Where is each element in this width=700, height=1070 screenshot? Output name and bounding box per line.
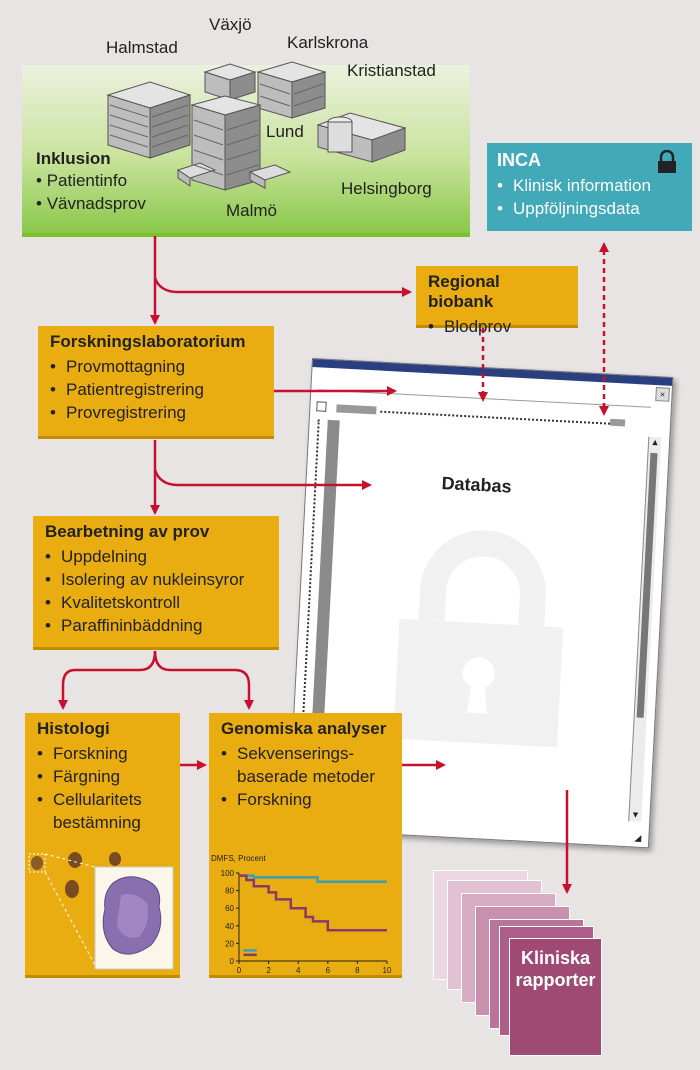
- chart-y-tick-label: 40: [225, 921, 234, 931]
- chart-x-tick-label: 10: [382, 966, 392, 975]
- city-helsingborg: Helsingborg: [341, 179, 432, 198]
- chart-x-tick-label: 4: [295, 966, 301, 975]
- city-vaxjo: Växjö: [209, 15, 252, 34]
- city-karlskrona: Karlskrona: [287, 33, 369, 52]
- inca-item: • Uppföljningsdata: [497, 197, 682, 220]
- processing-item: • Uppdelning: [45, 545, 267, 568]
- genomics-item: • Sekvenserings-baserade metoder: [221, 742, 397, 788]
- biobank-title: Regional biobank: [428, 272, 500, 311]
- processing-item: • Kvalitetskontroll: [45, 591, 267, 614]
- chart-y-tick-label: 100: [220, 869, 234, 878]
- inclusion-title: Inklusion: [36, 149, 111, 168]
- arrow-to-histology: [63, 651, 155, 708]
- city-lund: Lund: [266, 122, 304, 141]
- database-title: Databas: [441, 472, 513, 497]
- chart-y-tick-label: 80: [225, 886, 234, 896]
- histology-item: • Forskning: [37, 742, 168, 765]
- histology-item: • Färgning: [37, 765, 168, 788]
- biobank-item: • Blodprov: [428, 315, 566, 338]
- genomics-title: Genomiska analyser: [221, 719, 387, 738]
- city-halmstad: Halmstad: [106, 38, 178, 57]
- lab-item: • Provregistrering: [50, 401, 262, 424]
- chart-x-tick-label: 0: [236, 966, 242, 975]
- city-malmo: Malmö: [226, 201, 278, 220]
- lab-title: Forskningslaboratorium: [50, 332, 246, 351]
- chart-y-tick-label: 20: [225, 939, 234, 949]
- inca-item: • Klinisk information: [497, 174, 682, 197]
- inca-title: INCA: [497, 150, 541, 170]
- chart-x-tick-label: 6: [325, 966, 331, 975]
- arrow-to-genomics: [155, 651, 249, 708]
- inclusion-item: • Patientinfo: [36, 171, 128, 190]
- arrow-to-database: [155, 470, 370, 485]
- chart-y-tick-label: 60: [225, 904, 234, 914]
- chart-x-tick-label: 2: [266, 966, 271, 975]
- chart-x-tick-label: 8: [355, 966, 360, 975]
- scroll-up-icon[interactable]: ▲: [650, 436, 660, 448]
- arrow-to-biobank: [155, 278, 410, 292]
- resize-grip-icon[interactable]: ◢: [634, 832, 642, 843]
- scroll-down-icon[interactable]: ▼: [630, 809, 641, 820]
- chart-ylabel: DMFS, Procent: [211, 854, 266, 863]
- close-icon[interactable]: ×: [655, 387, 670, 402]
- histology-title: Histologi: [37, 719, 110, 738]
- processing-item: • Paraffininbäddning: [45, 614, 267, 637]
- clinical-reports: Kliniska rapporter: [509, 938, 602, 1056]
- histology-item: • Cellularitets bestämning: [37, 788, 173, 834]
- genomics-item: • Forskning: [221, 788, 390, 811]
- chart-y-tick-label: 0: [229, 957, 234, 966]
- city-kristianstad: Kristianstad: [347, 61, 436, 80]
- inclusion-item: • Vävnadsprov: [36, 194, 146, 213]
- processing-title: Bearbetning av prov: [45, 522, 210, 541]
- processing-item: • Isolering av nukleinsyror: [45, 568, 267, 591]
- lab-item: • Provmottagning: [50, 355, 262, 378]
- lab-item: • Patientregistrering: [50, 378, 262, 401]
